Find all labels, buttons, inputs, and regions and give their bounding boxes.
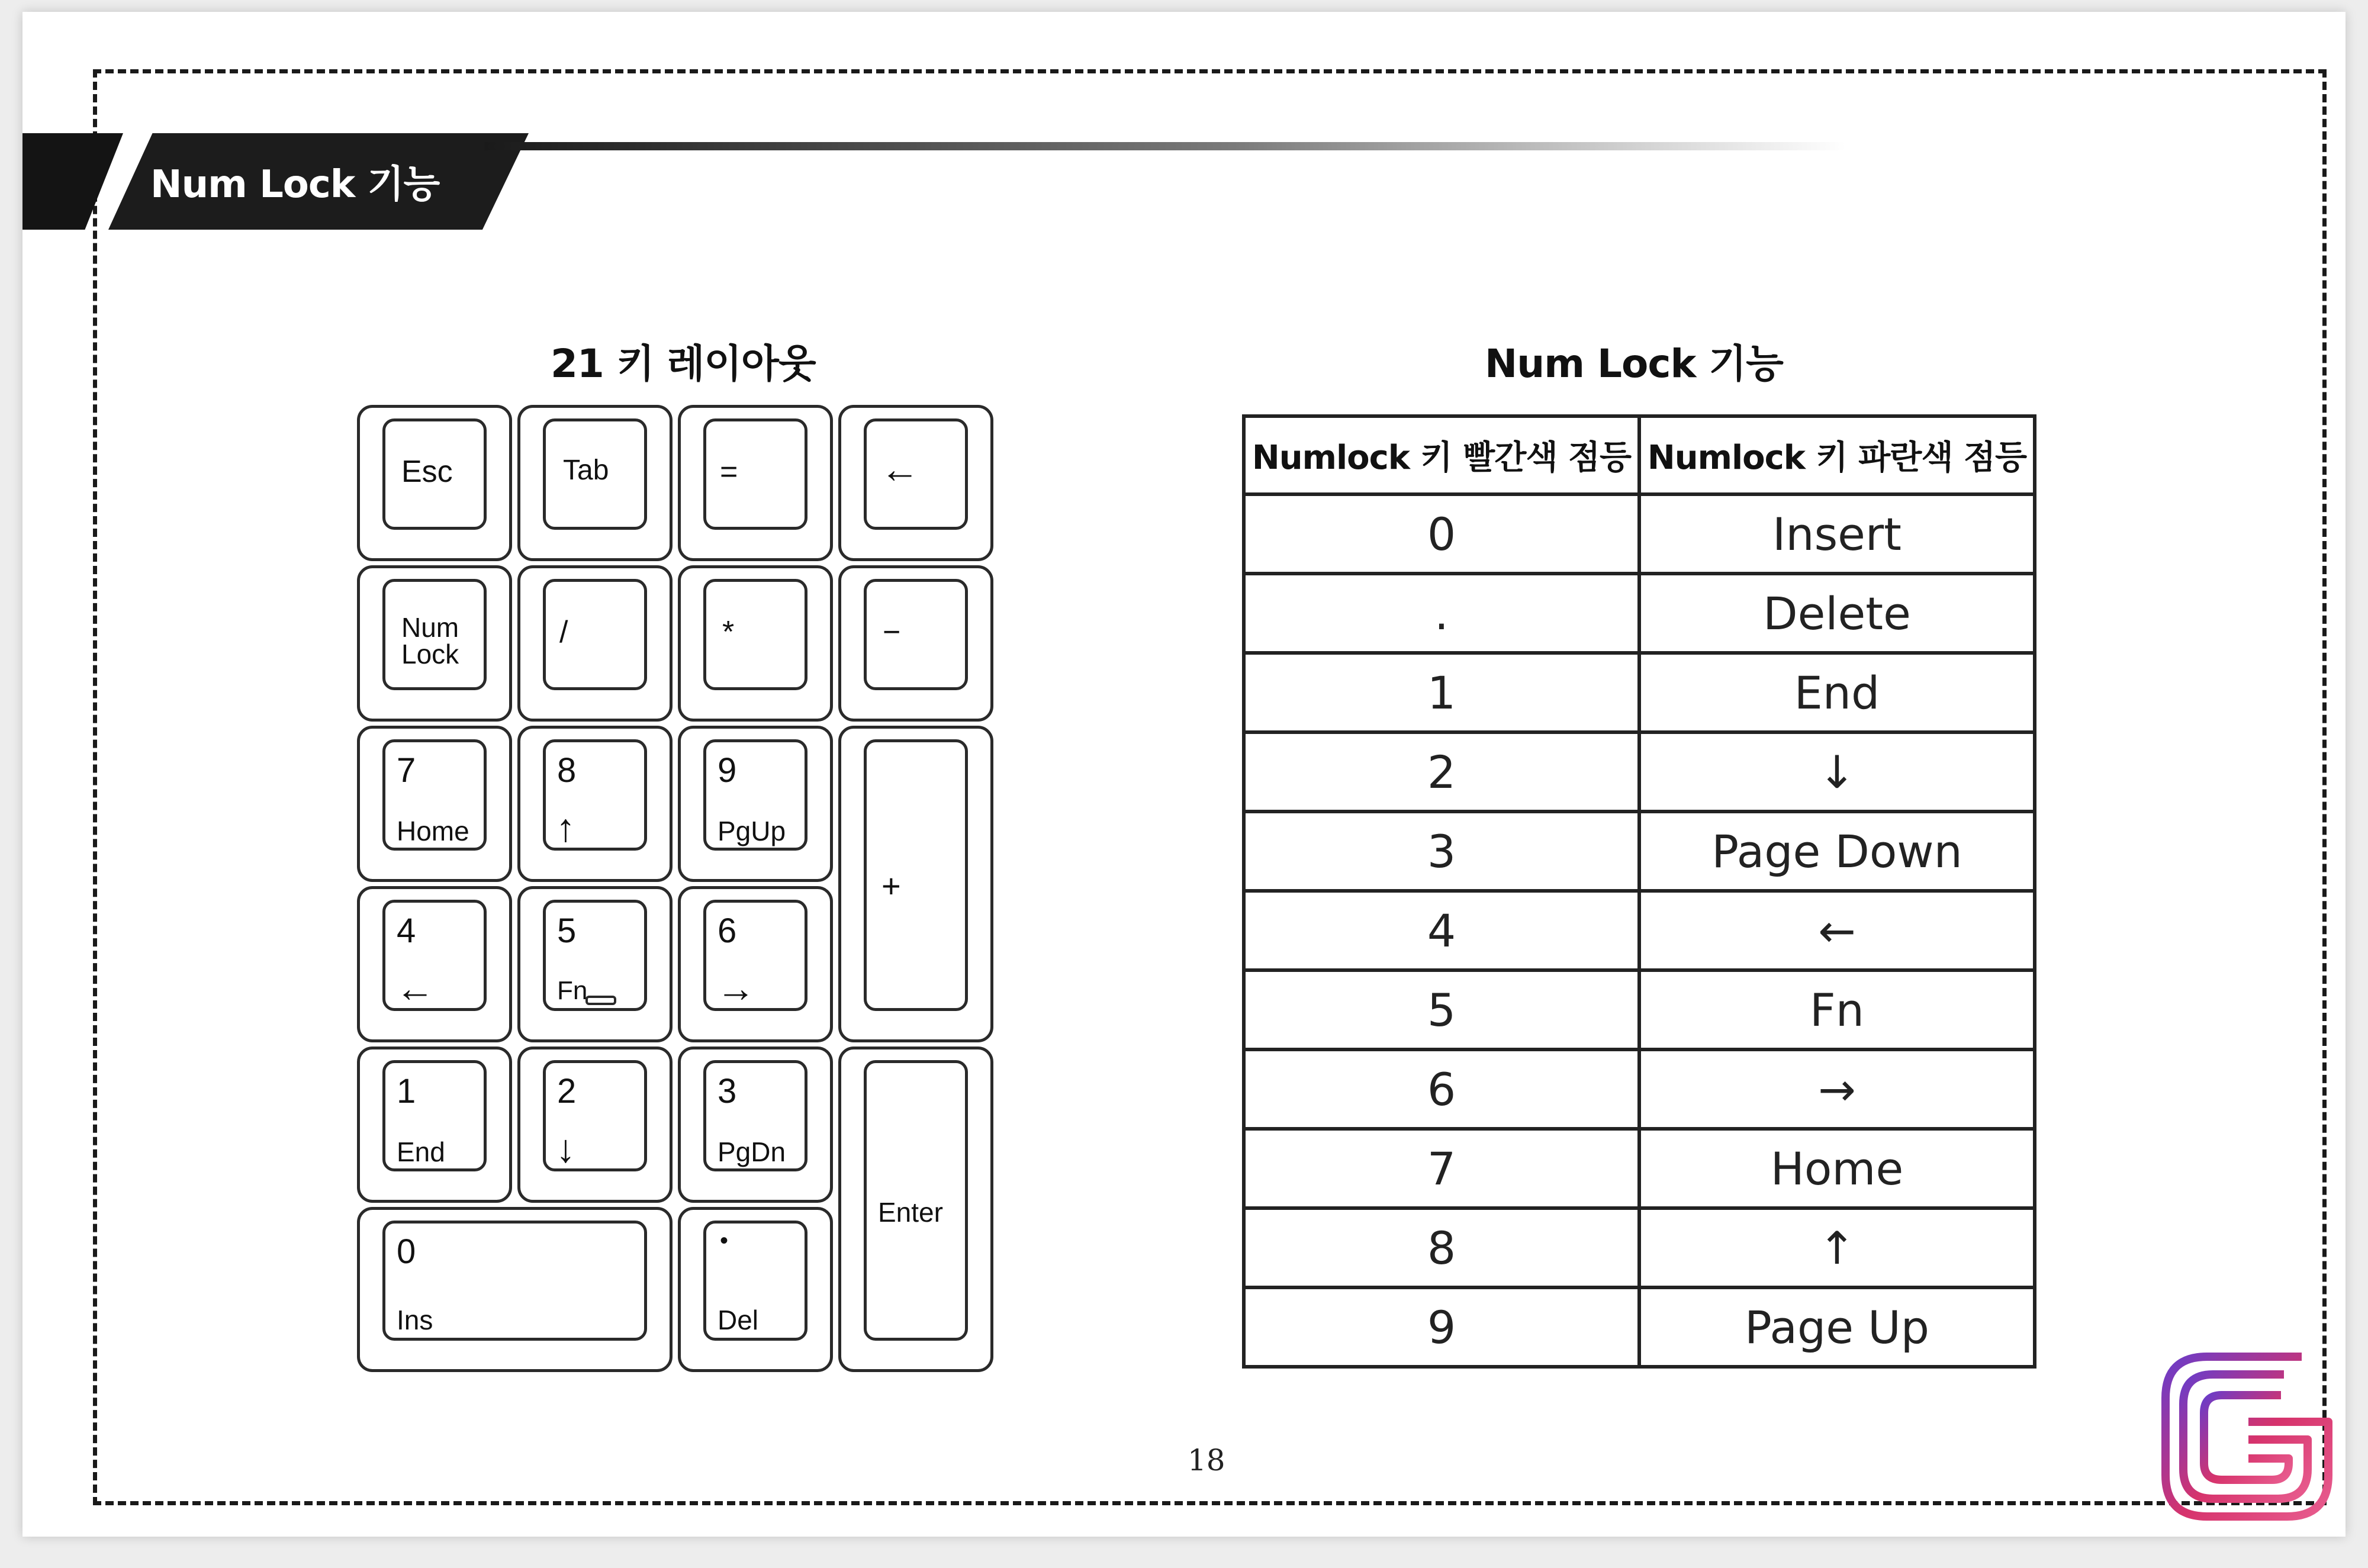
table-cell-blue: Page Up bbox=[1639, 1287, 2035, 1367]
key-label: 2 bbox=[557, 1072, 577, 1110]
key-4 bbox=[357, 886, 512, 1042]
key-label: Esc bbox=[401, 455, 453, 489]
header-red-numlock: Numlock 키 빨간색 점등 bbox=[1244, 416, 1639, 494]
key-sublabel: Ins bbox=[397, 1305, 433, 1335]
table-row bbox=[1244, 574, 2035, 653]
key-numlock bbox=[357, 565, 512, 722]
key-label: 6 bbox=[718, 912, 737, 950]
manual-page bbox=[22, 12, 2346, 1537]
key-label: • bbox=[720, 1228, 729, 1254]
table-row bbox=[1244, 732, 2035, 812]
key-plus bbox=[838, 726, 993, 1042]
key-label: 0 bbox=[397, 1232, 416, 1271]
key-equals bbox=[678, 405, 833, 561]
down-arrow-icon: ↓ bbox=[556, 1126, 575, 1170]
table-cell-blue: ↑ bbox=[1639, 1208, 2035, 1287]
key-label: − bbox=[883, 615, 901, 649]
key-label: * bbox=[722, 615, 735, 649]
key-sublabel: Fn bbox=[557, 976, 588, 1005]
table-row bbox=[1244, 812, 2035, 891]
table-row bbox=[1244, 494, 2035, 574]
key-2 bbox=[517, 1047, 673, 1203]
keypad-layout-title: 21 키 레이아웃 bbox=[551, 341, 816, 387]
table-row bbox=[1244, 1208, 2035, 1287]
key-label: + bbox=[881, 867, 901, 904]
table-cell-blue: ← bbox=[1639, 891, 2035, 970]
section-header-title: Num Lock 기능 bbox=[150, 163, 440, 207]
logo-icon bbox=[2160, 1351, 2337, 1528]
key-label: Num Lock bbox=[401, 612, 459, 670]
key-8 bbox=[517, 726, 673, 882]
up-arrow-icon: ↑ bbox=[556, 806, 575, 849]
key-label: 5 bbox=[557, 912, 577, 950]
key-sublabel: PgUp bbox=[718, 816, 786, 846]
key-label: 4 bbox=[397, 912, 416, 950]
keycap bbox=[864, 739, 968, 1011]
key-label: Enter bbox=[878, 1197, 943, 1228]
keycap bbox=[864, 579, 968, 690]
table-cell-blue: Delete bbox=[1639, 574, 2035, 653]
keycap bbox=[543, 579, 647, 690]
table-row bbox=[1244, 891, 2035, 970]
left-arrow-icon: ← bbox=[880, 447, 919, 491]
table-cell-red: 9 bbox=[1244, 1287, 1639, 1367]
numlock-table-title: Num Lock 기능 bbox=[1485, 341, 1783, 387]
fn-indicator-icon bbox=[585, 996, 616, 1005]
table-cell-red: . bbox=[1244, 574, 1639, 653]
table-cell-red: 6 bbox=[1244, 1049, 1639, 1129]
key-minus bbox=[838, 565, 993, 722]
header-rule bbox=[484, 142, 1846, 150]
key-label: 9 bbox=[718, 751, 737, 790]
key-3 bbox=[678, 1047, 833, 1203]
key-label: 7 bbox=[397, 751, 416, 790]
table-row bbox=[1244, 653, 2035, 732]
right-arrow-icon: → bbox=[716, 966, 755, 1010]
key-sublabel: Home bbox=[397, 816, 469, 846]
left-arrow-icon: ← bbox=[395, 966, 435, 1010]
table-cell-red: 3 bbox=[1244, 812, 1639, 891]
key-label: Tab bbox=[563, 455, 609, 486]
key-backspace bbox=[838, 405, 993, 561]
key-decimal bbox=[678, 1207, 833, 1372]
key-7 bbox=[357, 726, 512, 882]
table-cell-red: 8 bbox=[1244, 1208, 1639, 1287]
key-asterisk bbox=[678, 565, 833, 722]
key-6 bbox=[678, 886, 833, 1042]
table-cell-red: 2 bbox=[1244, 732, 1639, 812]
header-blue-numlock: Numlock 키 파란색 점등 bbox=[1639, 416, 2035, 494]
table-row bbox=[1244, 970, 2035, 1049]
table-cell-blue: Insert bbox=[1639, 494, 2035, 574]
key-esc bbox=[357, 405, 512, 561]
key-sublabel: PgDn bbox=[718, 1136, 786, 1167]
key-0 bbox=[357, 1207, 673, 1372]
key-slash bbox=[517, 565, 673, 722]
key-9 bbox=[678, 726, 833, 882]
table-cell-blue: → bbox=[1639, 1049, 2035, 1129]
table-cell-red: 4 bbox=[1244, 891, 1639, 970]
key-5 bbox=[517, 886, 673, 1042]
table-cell-blue: Page Down bbox=[1639, 812, 2035, 891]
table-cell-red: 5 bbox=[1244, 970, 1639, 1049]
keycap bbox=[703, 579, 807, 690]
key-tab bbox=[517, 405, 673, 561]
key-label: = bbox=[720, 455, 738, 489]
table-cell-red: 7 bbox=[1244, 1129, 1639, 1208]
table-header-row bbox=[1244, 416, 2035, 494]
key-enter bbox=[838, 1047, 993, 1372]
key-label: 8 bbox=[557, 751, 577, 790]
key-label: / bbox=[559, 615, 568, 649]
table-cell-red: 1 bbox=[1244, 653, 1639, 732]
table-row bbox=[1244, 1287, 2035, 1367]
table-cell-red: 0 bbox=[1244, 494, 1639, 574]
key-label: 3 bbox=[718, 1072, 737, 1110]
table-cell-blue: End bbox=[1639, 653, 2035, 732]
key-sublabel: End bbox=[397, 1136, 445, 1167]
table-cell-blue: Fn bbox=[1639, 970, 2035, 1049]
key-sublabel: Del bbox=[718, 1305, 759, 1335]
key-1 bbox=[357, 1047, 512, 1203]
table-cell-blue: Home bbox=[1639, 1129, 2035, 1208]
key-label: 1 bbox=[397, 1072, 416, 1110]
numlock-function-table bbox=[1242, 414, 2036, 1369]
page-number: 18 bbox=[1188, 1443, 1225, 1477]
table-row bbox=[1244, 1129, 2035, 1208]
table-row bbox=[1244, 1049, 2035, 1129]
keycap bbox=[703, 418, 807, 530]
table-cell-blue: ↓ bbox=[1639, 732, 2035, 812]
